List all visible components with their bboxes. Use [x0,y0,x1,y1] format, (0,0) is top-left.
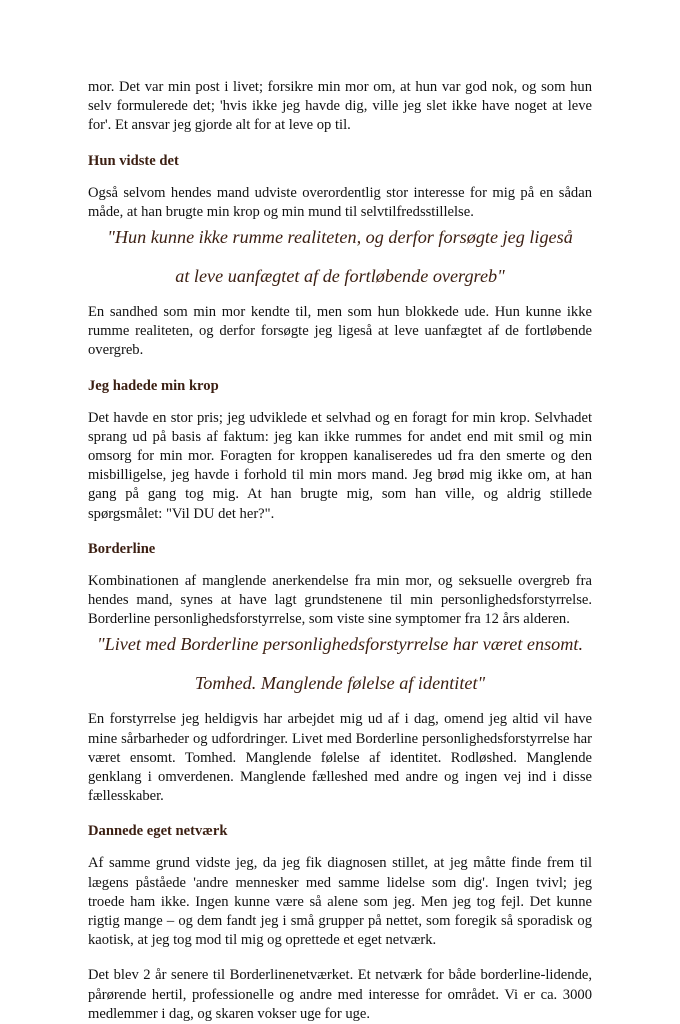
paragraph: Det havde en stor pris; jeg udviklede et selvhad og en foragt for min krop. Selvhadet sprang ud på basis af faktum: jeg kan ikke rummes for andet end mit smil og min omsorg for min mor. Foragten for kroppen kanaliseredes ud fra den smerte og den misbilligelse, jeg havde i forhold til min mors mand. Jeg brød mig ikke om, at han gang på gang tog mig. At han brugte mig, som han ville, og aldrig stillede spørgsmålet: "Vil DU det her?". [88,409,592,522]
paragraph: En sandhed som min mor kendte til, men som hun blokkede ude. Hun kunne ikke rumme realiteten, og derfor forsøgte jeg ligeså at leve uanfægtet af de fortløbende overgreb. [88,304,592,359]
paragraph: Kombinationen af manglende anerkendelse fra min mor, og seksuelle overgreb fra hendes mand, synes at have lagt grundstenene til min personlighedsforstyrrelse. Borderline personlighedsforstyrrelse, som viste sine symptomer fra 12 års alderen. [88,572,592,628]
section-heading: Dannede eget netværk [88,823,228,840]
pull-quote-line: Tomhed. Manglende følelse af identitet" [194,673,486,694]
section-heading: Hun vidste det [88,152,179,169]
pull-quote-line: "Hun kunne ikke rumme realiteten, og derfor forsøgte jeg ligeså [107,227,573,248]
pull-quote-line: "Livet med Borderline personlighedsforstyrrelse har været ensomt. [96,634,583,655]
paragraph: Det blev 2 år senere til Borderlinenetværket. Et netværk for både borderline-lidende, pårørende hertil, professionelle og andre med interesse for området. Vi er ca. 3000 medlemmer i dag, og skaren vokser uge for uge. [88,967,592,1022]
paragraph: Af samme grund vidste jeg, da jeg fik diagnosen stillet, at jeg måtte finde frem til lægens påståede 'andre mennesker med samme lidelse som dig'. Ingen tvivl; jeg troede ham ikke. Ingen kunne være så alene som jeg. Men jeg tog fejl. Det kunne rigtig mange – og dem fandt jeg i små grupper på nettet, som foregik så sporadisk og kaotisk, at jeg tog mod til mig og oprettede et eget netværk. [88,855,592,949]
section-heading: Borderline [88,540,156,557]
paragraph: En forstyrrelse jeg heldigvis har arbejdet mig ud af i dag, omend jeg altid vil have mine sårbarheder og udfordringer. Livet med Borderline personlighedsforstyrrelse har været ensomt. Tomhed. Manglende følelse af identitet. Rodløshed. Manglende genklang i omverdenen. Manglende fælleshed med andre og ingen vej ind i disse fællesskaber. [88,711,592,805]
paragraph: mor. Det var min post i livet; forsikre min mor om, at hun var god nok, og som hun selv formulerede det; 'hvis ikke jeg havde dig, ville jeg slet ikke have noget at leve for'. Et ansvar jeg gjorde alt for at leve op til. [88,79,592,134]
section-heading: Jeg hadede min krop [88,377,219,394]
pull-quote-line: at leve uanfægtet af de fortløbende overgreb" [175,266,505,287]
paragraph: Også selvom hendes mand udviste overordentlig stor interesse for mig på en sådan måde, at han brugte min krop og min mund til selvtilfredsstillelse. [88,184,592,220]
